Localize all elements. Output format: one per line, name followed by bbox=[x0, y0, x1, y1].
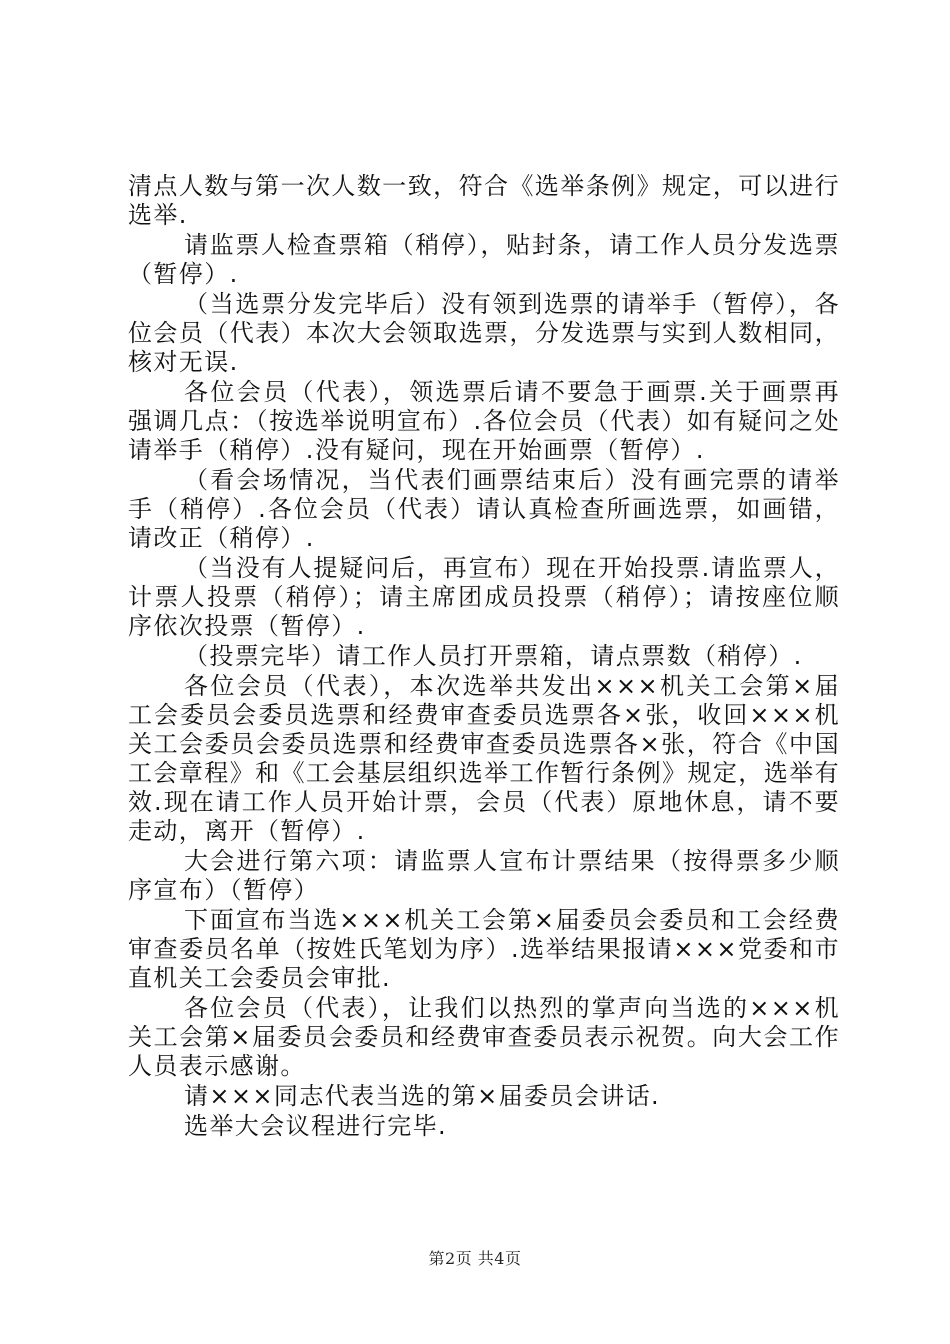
paragraph: （当选票分发完毕后）没有领到选票的请举手（暂停），各位会员（代表）本次大会领取选票，分发选票与实到人数相同，核对无误. bbox=[128, 290, 840, 376]
paragraph: （投票完毕）请工作人员打开票箱，请点票数（稍停）. bbox=[184, 642, 803, 670]
paragraph: 各位会员（代表），本次选举共发出×××机关工会第×届工会委员会委员选票和经费审查委员选票各×张，收回×××机关工会委员会委员选票和经费审查委员选票各×张，符合《中国工会章程》和《工会基层组织选举工作暂行条例》规定，选举有效.现在请工作人员开始计票，会员（代表）原地休息，请不要走动，离开（暂停）. bbox=[128, 672, 840, 845]
paragraph: （看会场情况，当代表们画票结束后）没有画完票的请举手（稍停）.各位会员（代表）请认真检查所画选票，如画错，请改正（稍停）. bbox=[128, 466, 840, 552]
paragraph: 清点人数与第一次人数一致，符合《选举条例》规定，可以进行选举. bbox=[128, 172, 840, 229]
paragraph: 大会进行第六项：请监票人宣布计票结果（按得票多少顺序宣布）（暂停） bbox=[128, 847, 840, 904]
paragraph: 选举大会议程进行完毕. bbox=[184, 1112, 448, 1140]
paragraph: 请监票人检查票箱（稍停），贴封条，请工作人员分发选票（暂停）. bbox=[128, 231, 840, 288]
paragraph: （当没有人提疑问后，再宣布）现在开始投票.请监票人，计票人投票（稍停）；请主席团成员投票（稍停）；请按座位顺序依次投票（暂停）. bbox=[128, 554, 840, 640]
document-body bbox=[128, 172, 840, 1141]
paragraph: 各位会员（代表），让我们以热烈的掌声向当选的×××机关工会第×届委员会委员和经费审查委员表示祝贺。向大会工作人员表示感谢。 bbox=[128, 994, 840, 1080]
paragraph: 请×××同志代表当选的第×届委员会讲话. bbox=[184, 1082, 661, 1110]
paragraph: 各位会员（代表），领选票后请不要急于画票.关于画票再强调几点：（按选举说明宣布）.各位会员（代表）如有疑问之处请举手（稍停）.没有疑问，现在开始画票（暂停）. bbox=[128, 378, 840, 464]
page-footer: 第2页 共4页 bbox=[428, 1249, 522, 1268]
paragraph: 下面宣布当选×××机关工会第×届委员会委员和工会经费审查委员名单（按姓氏笔划为序）.选举结果报请×××党委和市直机关工会委员会审批. bbox=[128, 906, 840, 992]
